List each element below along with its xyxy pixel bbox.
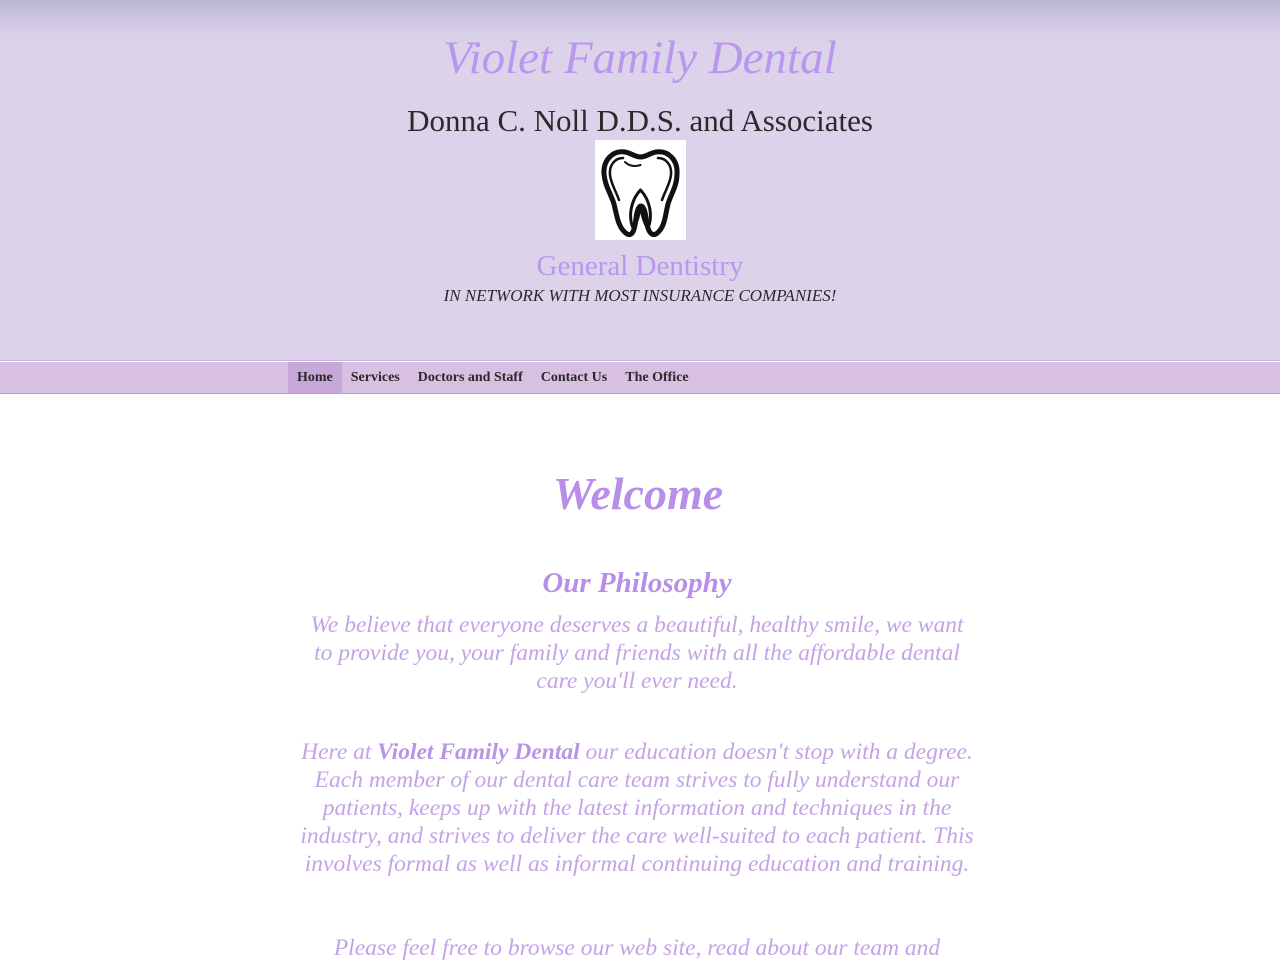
practice-subtitle: Donna C. Noll D.D.S. and Associates [407, 103, 873, 138]
specialty-heading: General Dentistry [536, 250, 744, 282]
education-paragraph-text: our education doesn't stop with a degree. Each member of our dental care team strives to fully understand our patients, keeps up with the latest information and techniques in the industry, and strives to deliver the care well-suited to each patient. This involves formal as well as informal continuing education and training. [300, 739, 974, 877]
site-header [0, 0, 1280, 361]
welcome-heading: Welcome [552, 468, 724, 519]
nav-item-services[interactable]: Services [350, 370, 400, 385]
education-paragraph-prefix: Here at [301, 739, 378, 765]
nav-item-doctors-and-staff[interactable]: Doctors and Staff [417, 370, 523, 385]
main-nav [0, 362, 1280, 394]
nav-item-contact-us[interactable]: Contact Us [540, 370, 608, 385]
nav-list [288, 362, 698, 393]
nav-item-home[interactable]: Home [288, 362, 342, 393]
education-paragraph [300, 738, 974, 878]
practice-name-emphasis: Violet Family Dental [377, 739, 580, 765]
nav-item-the-office[interactable]: The Office [625, 370, 689, 385]
insurance-note: IN NETWORK WITH MOST INSURANCE COMPANIES! [443, 286, 837, 305]
site-title: Violet Family Dental [443, 32, 837, 84]
philosophy-heading: Our Philosophy [542, 567, 732, 599]
philosophy-paragraph: We believe that everyone deserves a beautiful, healthy smile, we want to provide you, your family and friends with all the affordable dental care you'll ever need. [310, 612, 964, 694]
main-content [0, 395, 1280, 960]
browse-paragraph: Please feel free to browse our web site, read about our team and [333, 935, 941, 961]
tooth-logo-icon [595, 140, 686, 240]
